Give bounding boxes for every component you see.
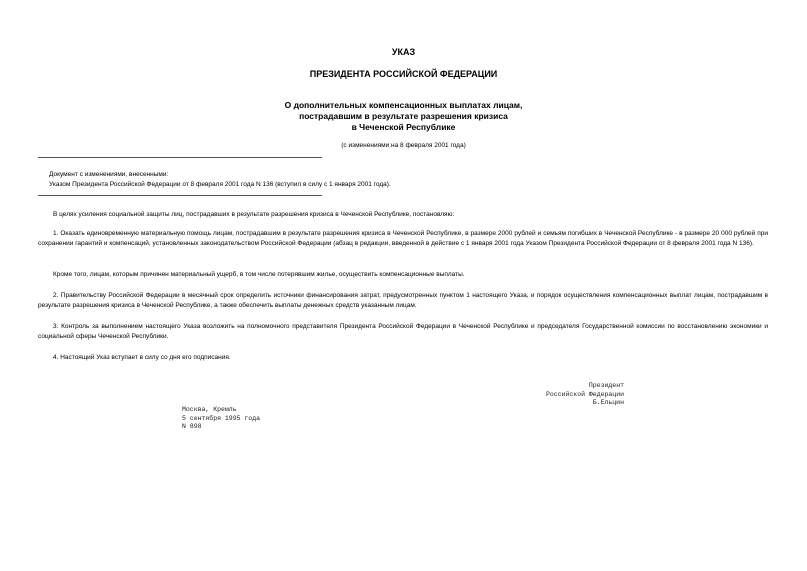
item-text-1-addendum: Кроме того, лицам, которым причинен материальный ущерб, в том числе потерявшим жилье, осуществить компенсационные выплаты. [53, 271, 465, 278]
decree-title: УКАЗ [391, 47, 416, 57]
signing-place-block [182, 406, 260, 432]
divider-bottom [38, 195, 322, 196]
item-text-1: 1. Оказать единовременную материальную помощь лицам, пострадавшим в результате разрешения кризиса в Чеченской Республике, в размере 2000 рублей и семьям погибших в Чеченской Республике - в размере 20 000 рублей при сохранении гарантий и компенсаций, установленных законодательством Российской Федерации (абзац в редакции, введенной в действие с 1 января 2001 года Указом Президента Российской Федерации от 8 февраля 2001 года N 136). [38, 230, 768, 247]
decree-issuer: ПРЕЗИДЕНТА РОССИЙСКОЙ ФЕДЕРАЦИИ [309, 69, 498, 79]
signature-name: Б.Ельцин [592, 399, 624, 406]
divider-top [38, 157, 322, 158]
item-text-2: 2. Правительству Российской Федерации в месячный срок определить источники финансирования затрат, предусмотренных пунктом 1 настоящего Указа, и порядок осуществления компенсационных выплат лицам, пострадавшим в результате разрешения кризиса в Чеченской Республике, а также обеспечить выплаты денежных средств указанным лицам. [38, 292, 768, 309]
item-paragraph-1 [38, 229, 768, 249]
decree-topic-line-2: пострадавшим в результате разрешения кризиса [299, 111, 508, 121]
signature-country: Российской Федерации [545, 390, 624, 398]
item-text-4: 4. Настоящий Указ вступает в силу со дня его подписания. [53, 354, 231, 361]
item-paragraph-3 [38, 322, 768, 342]
decree-topic-line-1: О дополнительных компенсационных выплатах лицам, [284, 100, 523, 110]
signing-place: Москва, Кремль [182, 406, 237, 413]
amendments-label: Документ с изменениями, внесенными: [49, 171, 169, 178]
preamble-paragraph [38, 210, 768, 220]
preamble-text: В целях усиления социальной защиты лиц, пострадавших в результате разрешения кризиса в Чеченской Республике, постановляю: [53, 211, 455, 218]
item-paragraph-2 [38, 291, 768, 311]
item-paragraph-4 [38, 353, 768, 363]
item-text-3: 3. Контроль за выполнением настоящего Указа возложить на полномочного представителя Президента Российской Федерации в Чеченской Республике и председателя Государственной комиссии по восстановлению экономики и социальной сферы Чеченской Республики. [38, 323, 768, 340]
signature-position: Президент [588, 382, 624, 389]
decree-topic-line-3: в Чеченской Республике [351, 122, 456, 132]
signature-block [500, 382, 624, 408]
decree-number: N 898 [182, 423, 202, 430]
edition-note: (с изменениями на 8 февраля 2001 года) [341, 142, 466, 149]
signing-date: 5 сентября 1995 года [182, 414, 261, 422]
item-paragraph-1-addendum [38, 270, 768, 280]
amendments-item: Указом Президента Российской Федерации от 8 февраля 2001 года N 136 (вступил в силу с 1 января 2001 года). [49, 181, 391, 188]
